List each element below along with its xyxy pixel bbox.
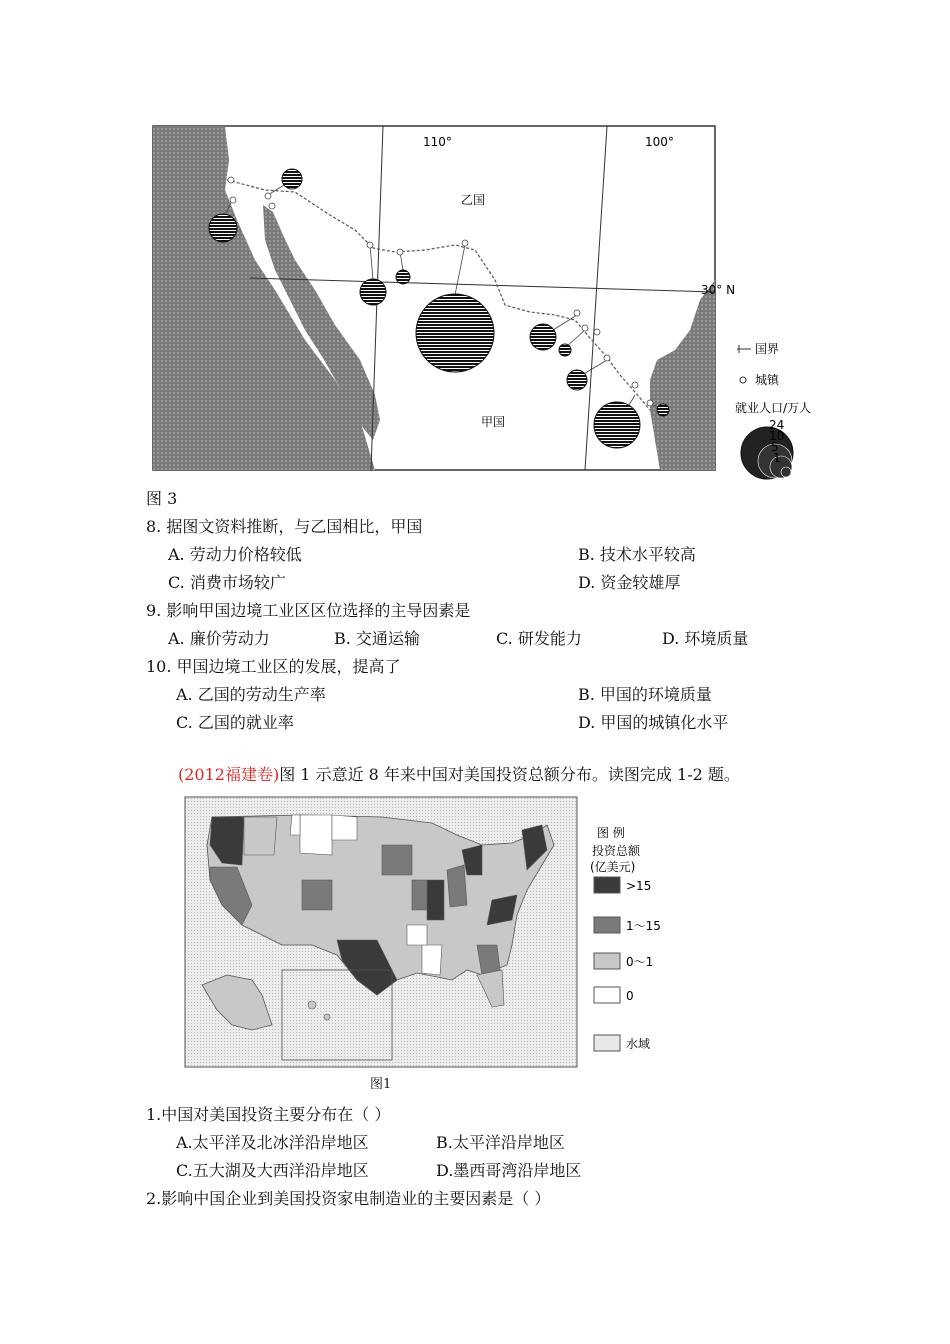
legend-label-3: 0 (626, 989, 634, 1003)
legend-scale-10: 10 (769, 429, 785, 443)
legend-title: 图 例 (597, 826, 625, 840)
legend-label-0: >15 (626, 879, 652, 893)
legend-border-label: 国界 (755, 342, 780, 356)
legend-scale-24: 24 (769, 418, 785, 432)
map1-legend (735, 342, 811, 479)
legend-swatch-4 (594, 1035, 620, 1051)
q8-option-b: B. 技术水平较高 (578, 545, 696, 564)
legend-swatch-3 (594, 987, 620, 1003)
q1-option-b: B.太平洋沿岸地区 (436, 1133, 565, 1152)
q10-option-b: B. 甲国的环境质量 (578, 685, 712, 704)
q10-option-d: D. 甲国的城镇化水平 (578, 713, 729, 732)
label-country-south: 甲国 (481, 415, 506, 429)
legend-label-1: 1～15 (626, 919, 661, 933)
q9-option-a: A. 廉价劳动力 (168, 629, 270, 648)
label-country-north: 乙国 (461, 193, 486, 207)
border-map-figure (145, 120, 945, 485)
q10-option-a: A. 乙国的劳动生产率 (176, 685, 326, 704)
legend-swatch-0 (594, 877, 620, 893)
legend-subtitle1: 投资总额 (592, 844, 641, 858)
legend-scale-5: 5 (771, 440, 779, 454)
source-tag: (2012福建卷) (178, 765, 280, 784)
question-1-stem: 1.中国对美国投资主要分布在（ ） (146, 1105, 391, 1124)
label-30n: 30° N (701, 283, 736, 297)
figure-1-caption: 图1 (370, 1077, 392, 1092)
hawaii-island (308, 1001, 316, 1009)
figure-3-caption: 图 3 (146, 489, 178, 508)
q9-option-d: D. 环境质量 (662, 629, 749, 648)
legend-subtitle2: (亿美元) (590, 860, 636, 874)
section2-intro-line (178, 765, 740, 785)
question-2-stem: 2.影响中国企业到美国投资家电制造业的主要因素是（ ） (146, 1189, 551, 1208)
q9-option-b: B. 交通运输 (334, 629, 420, 648)
legend-employment-title: 就业人口/万人 (735, 401, 812, 415)
label-110: 110° (423, 135, 452, 149)
q8-option-d: D. 资金较雄厚 (578, 573, 681, 592)
map2-legend (590, 825, 661, 1051)
q1-option-c: C.五大湖及大西洋沿岸地区 (176, 1161, 369, 1180)
question-8-stem: 8. 据图文资料推断，与乙国相比，甲国 (146, 517, 423, 536)
section2-intro: 图 1 示意近 8 年来中国对美国投资总额分布。读图完成 1-2 题。 (279, 765, 740, 784)
legend-town-label: 城镇 (755, 373, 780, 387)
q10-option-c: C. 乙国的就业率 (176, 713, 294, 732)
legend-scale-1: 1 (773, 451, 781, 465)
legend-label-2: 0～1 (626, 955, 654, 969)
q8-option-a: A. 劳动力价格较低 (168, 545, 302, 564)
q1-option-d: D.墨西哥湾沿岸地区 (436, 1161, 582, 1180)
legend-swatch-2 (594, 953, 620, 969)
legend-label-4: 水域 (626, 1037, 651, 1051)
question-10-stem: 10. 甲国边境工业区的发展，提高了 (146, 657, 401, 676)
legend-swatch-1 (594, 917, 620, 933)
q8-option-c: C. 消费市场较广 (168, 573, 286, 592)
us-investment-map (182, 795, 667, 1095)
label-100: 100° (645, 135, 674, 149)
question-9-stem: 9. 影响甲国边境工业区区位选择的主导因素是 (146, 601, 471, 620)
q9-option-c: C. 研发能力 (496, 629, 582, 648)
q1-option-a: A.太平洋及北冰洋沿岸地区 (176, 1133, 369, 1152)
